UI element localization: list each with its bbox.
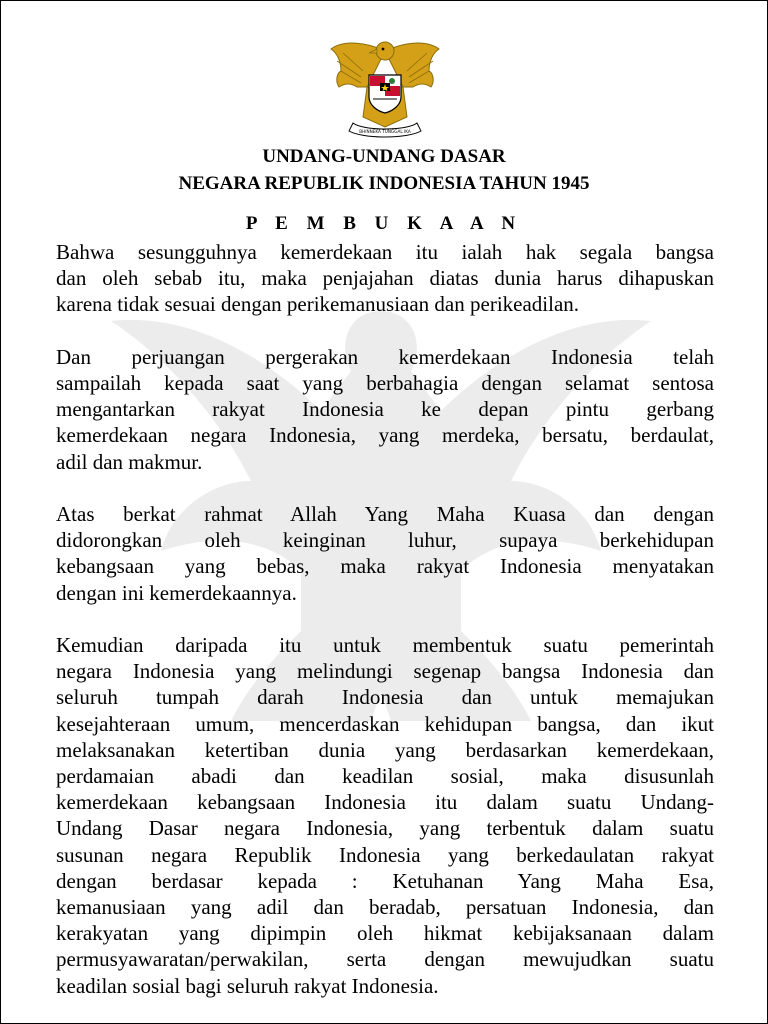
- text-line: adil dan makmur.: [56, 449, 203, 474]
- section-heading: P E M B U K A A N: [245, 213, 523, 234]
- svg-text:BHINNEKA TUNGGAL IKA: BHINNEKA TUNGGAL IKA: [359, 129, 411, 134]
- text-line: mengantarkan rakyat Indonesia ke depan pintu gerbang: [56, 397, 714, 422]
- garuda-emblem: [323, 31, 447, 141]
- text-line: Bahwa sesungguhnya kemerdekaan itu ialah hak segala bangsa: [56, 240, 714, 264]
- paragraph: [56, 501, 714, 606]
- document-title-line-1: UNDANG-UNDANG DASAR: [262, 146, 506, 167]
- text-line: dengan ini kemerdekaannya.: [56, 580, 297, 605]
- text-line: didorongkan oleh keinginan luhur, supaya berkehidupan: [56, 528, 714, 553]
- text-line: permusyawaratan/perwakilan, serta dengan mewujudkan suatu: [56, 947, 714, 972]
- text-line: karena tidak sesuai dengan perikemanusiaan dan perikeadilan.: [56, 292, 580, 317]
- text-line: negara Indonesia yang melindungi segenap bangsa Indonesia dan: [56, 659, 714, 684]
- text-line: kebangsaan yang bebas, maka rakyat Indonesia menyatakan: [56, 554, 714, 579]
- text-line: perdamaian abadi dan keadilan sosial, maka disusunlah: [56, 764, 714, 789]
- paragraph: [56, 632, 714, 999]
- text-line: dan oleh sebab itu, maka penjajahan diatas dunia harus dihapuskan: [56, 266, 714, 291]
- text-line: kerakyatan yang dipimpin oleh hikmat kebijaksanaan dalam: [56, 921, 714, 946]
- text-line: melaksanakan ketertiban dunia yang berdasarkan kemerdekaan,: [56, 737, 714, 762]
- document-title-line-2: NEGARA REPUBLIK INDONESIA TAHUN 1945: [178, 173, 590, 194]
- text-line: dengan berdasar kepada : Ketuhanan Yang Maha Esa,: [56, 868, 714, 893]
- text-line: kemerdekaan negara Indonesia, yang merdeka, bersatu, berdaulat,: [56, 423, 714, 448]
- text-line: keadilan sosial bagi seluruh rakyat Indonesia.: [56, 973, 439, 998]
- preamble-body: [56, 239, 714, 1024]
- text-line: Atas berkat rahmat Allah Yang Maha Kuasa dan dengan: [56, 502, 714, 526]
- text-line: kesejahteraan umum, mencerdaskan kehidupan bangsa, dan ikut: [56, 711, 714, 736]
- paragraph: [56, 239, 714, 318]
- text-line: Kemudian daripada itu untuk membentuk suatu pemerintah: [56, 633, 714, 657]
- text-line: susunan negara Republik Indonesia yang berkedaulatan rakyat: [56, 842, 714, 867]
- text-line: kemerdekaan kebangsaan Indonesia itu dalam suatu Undang-: [56, 790, 714, 815]
- text-line: Undang Dasar negara Indonesia, yang terbentuk dalam suatu: [56, 816, 714, 841]
- paragraph: [56, 344, 714, 475]
- text-line: sampailah kepada saat yang berbahagia dengan selamat sentosa: [56, 371, 714, 395]
- text-line: Dan perjuangan pergerakan kemerdekaan Indonesia telah: [56, 344, 714, 369]
- text-line: kemanusiaan yang adil dan beradab, persatuan Indonesia, dan: [56, 895, 714, 920]
- text-line: seluruh tumpah darah Indonesia dan untuk memajukan: [56, 685, 714, 710]
